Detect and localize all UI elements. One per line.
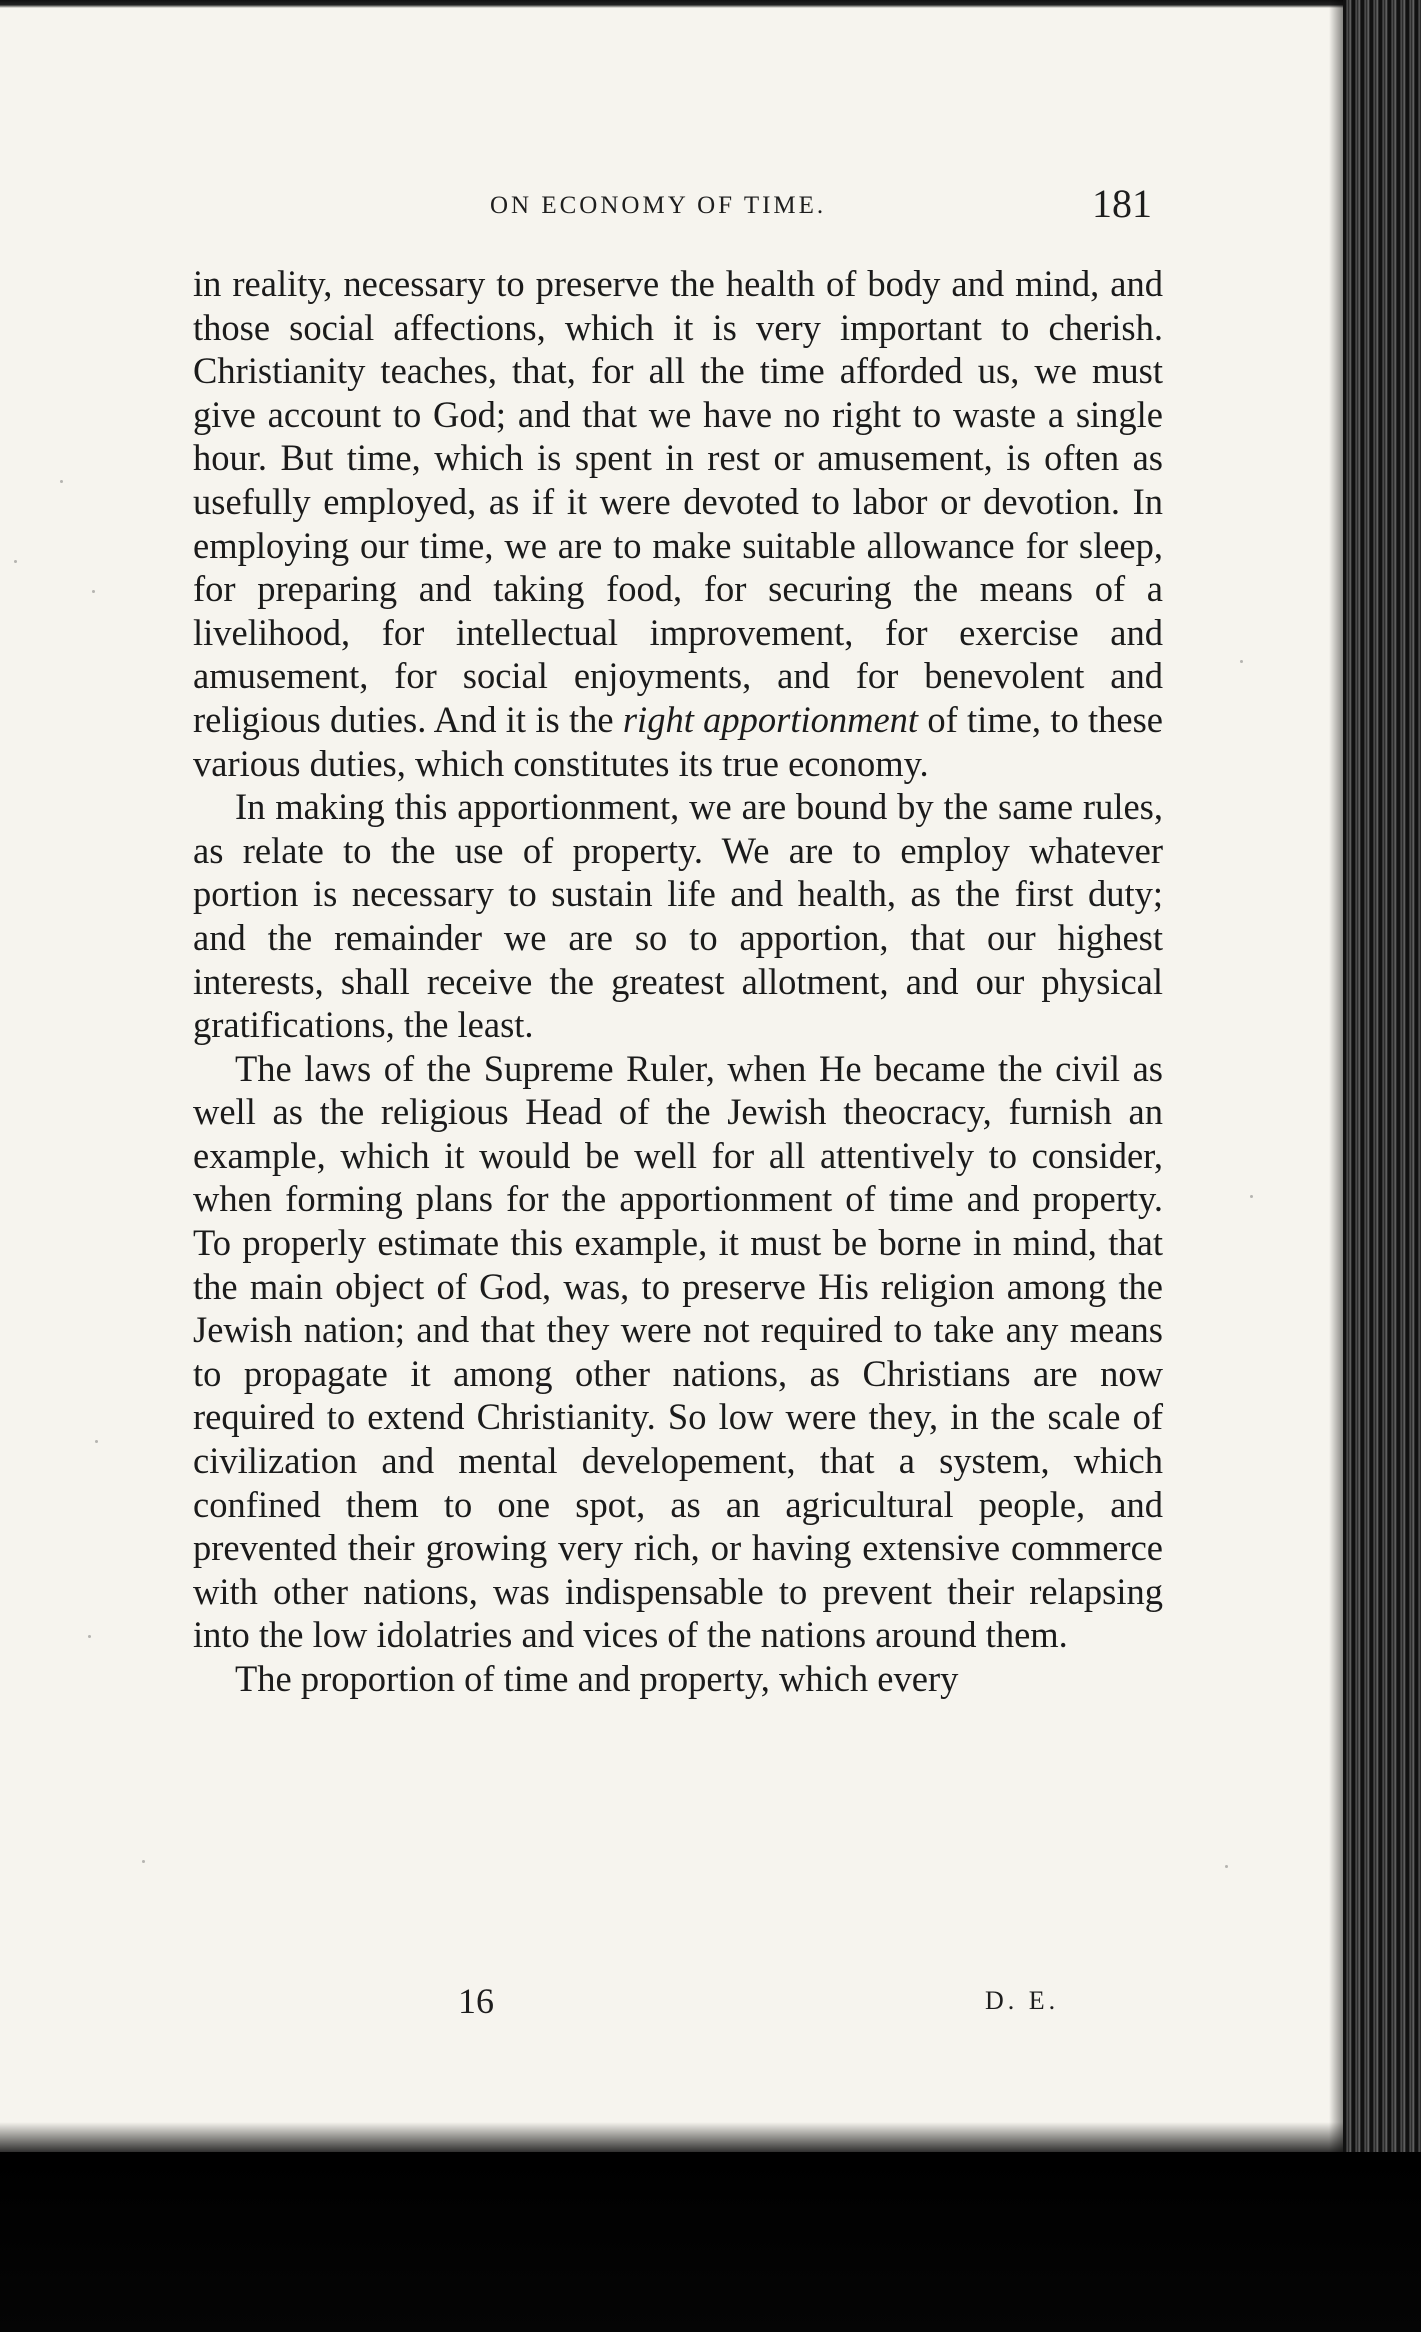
signature-letters: D. E. bbox=[985, 1986, 1060, 2015]
scan-speck bbox=[88, 1635, 91, 1638]
paragraph-3: The laws of the Supreme Ruler, when He became the civil as well as the religious Head of the Jewish theocracy, furnish an example, which it would be well for all attentively to consider, when forming plans for the apportionment of time and property. To properly estimate this example, it must be borne in mind, that the main object of God, was, to preserve His religion among the Jewish nation; and that they were not required to take any means to propagate it among other nations, as Christians are now required to extend Christianity. So low were they, in the scale of civilization and mental developement, that a system, which confined them to one spot, as an agricultural people, and prevented their growing very rich, or having extensive commerce with other nations, was indispensable to prevent their relapsing into the low idolatries and vices of the nations around them. bbox=[193, 1047, 1163, 1656]
paragraph-2: In making this apportionment, we are bound by the same rules, as relate to the use of property. We are to employ whatever portion is necessary to sustain life and health, as the first duty; and the remainder we are so to apportion, that our highest interests, shall receive the greatest allotment, and our physical gratifications, the least. bbox=[193, 786, 1163, 1046]
page-gutter-shadow bbox=[1329, 0, 1343, 2332]
paragraph-1-emphasis: right apportionment bbox=[622, 698, 919, 740]
body-text bbox=[193, 262, 1163, 1701]
scan-speck bbox=[1250, 1195, 1253, 1198]
scan-speck bbox=[60, 480, 63, 483]
paragraph-1-after: of time, to these various duties, which constitutes its true economy. bbox=[193, 698, 1164, 784]
scan-bottom-border bbox=[0, 2152, 1421, 2332]
paragraph-1 bbox=[193, 262, 1163, 785]
signature-number: 16 bbox=[458, 1981, 494, 2021]
scan-speck bbox=[14, 560, 17, 563]
running-head: ON ECONOMY OF TIME. bbox=[490, 192, 827, 219]
paragraph-4: The proportion of time and property, which every bbox=[235, 1658, 959, 1699]
page-fore-edge bbox=[1343, 0, 1421, 2332]
page-number: 181 bbox=[1092, 181, 1152, 226]
scan-speck bbox=[95, 1440, 98, 1443]
paragraph-1-before: in reality, necessary to preserve the health of body and mind, and those social affections, which it is very important to cherish. Christianity teaches, that, for all the time afforded us, we must give account to God; and that we have no right to waste a single hour. But time, which is spent in rest or amusement, is often as usefully employed, as if it were devoted to labor or devotion. In employing our time, we are to make suitable allowance for sleep, for preparing and taking food, for securing the means of a livelihood, for intellectual improvement, for exercise and amusement, for social enjoyments, and for benevolent and religious duties. And it is the bbox=[193, 263, 1163, 740]
page-bottom-shadow bbox=[0, 2122, 1343, 2152]
scan-speck bbox=[92, 590, 95, 593]
page-top-edge bbox=[0, 0, 1360, 8]
scan-speck bbox=[142, 1860, 145, 1863]
scan-speck bbox=[1225, 1865, 1228, 1868]
scan-speck bbox=[1240, 660, 1243, 663]
